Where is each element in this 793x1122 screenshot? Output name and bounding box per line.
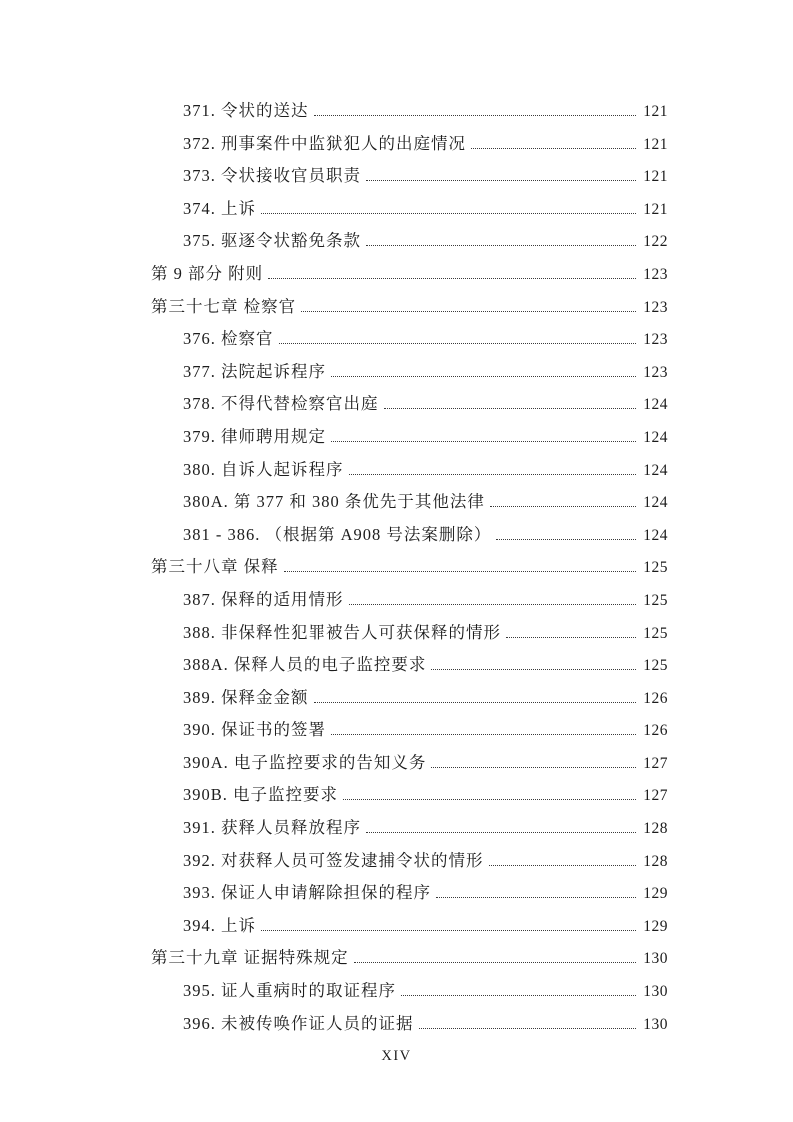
toc-entry-page: 127 — [643, 787, 668, 805]
dot-leader — [431, 767, 636, 768]
toc-entry-page: 128 — [643, 852, 668, 870]
toc-entry-page: 121 — [643, 200, 668, 218]
dot-leader — [489, 865, 637, 866]
toc-entry — [151, 877, 668, 910]
toc-entry-page: 123 — [643, 363, 668, 381]
dot-leader — [314, 115, 637, 116]
dot-leader — [354, 962, 637, 963]
toc-entry-label: 372. 刑事案件中监狱犯人的出庭情况 — [183, 133, 466, 153]
toc-entry-label: 373. 令状接收官员职责 — [183, 166, 361, 186]
toc-entry-page: 124 — [643, 461, 668, 479]
toc-entry — [151, 1008, 668, 1041]
toc-entry-page: 126 — [643, 722, 668, 740]
toc-entry-page: 122 — [643, 233, 668, 251]
dot-leader — [506, 637, 636, 638]
toc-entry-label: 389. 保释金金额 — [183, 687, 309, 707]
toc-entry-label: 390A. 电子监控要求的告知义务 — [183, 752, 427, 772]
toc-entry — [151, 323, 668, 356]
toc-entry-page: 130 — [643, 983, 668, 1001]
toc-section-header — [151, 551, 668, 584]
toc-entry-page: 125 — [643, 591, 668, 609]
toc-entry — [151, 95, 668, 128]
toc-entry-page: 124 — [643, 428, 668, 446]
toc-entry-page: 123 — [643, 298, 668, 316]
toc-entry-label: 378. 不得代替检察官出庭 — [183, 394, 379, 414]
dot-leader — [366, 180, 636, 181]
toc-entry-page: 121 — [643, 103, 668, 120]
toc-entry — [151, 617, 668, 650]
toc-entry-page: 121 — [643, 168, 668, 186]
dot-leader — [331, 376, 636, 377]
dot-leader — [384, 408, 637, 409]
toc-entry-label: 380. 自诉人起诉程序 — [183, 459, 344, 479]
dot-leader — [331, 441, 636, 442]
toc-list — [151, 95, 668, 1040]
toc-entry-page: 121 — [643, 135, 668, 153]
toc-entry-page: 126 — [643, 689, 668, 707]
dot-leader — [490, 506, 636, 507]
toc-entry-label: 394. 上诉 — [183, 915, 256, 935]
toc-entry-label: 393. 保证人申请解除担保的程序 — [183, 883, 431, 903]
toc-entry — [151, 812, 668, 845]
toc-entry-page: 123 — [643, 265, 668, 283]
toc-entry-label: 388A. 保释人员的电子监控要求 — [183, 655, 427, 675]
toc-entry — [151, 584, 668, 617]
toc-entry-label: 377. 法院起诉程序 — [183, 361, 326, 381]
toc-entry — [151, 160, 668, 193]
toc-entry — [151, 747, 668, 780]
toc-entry-label: 379. 律师聘用规定 — [183, 426, 326, 446]
toc-entry — [151, 193, 668, 226]
toc-entry-page: 128 — [643, 820, 668, 838]
dot-leader — [471, 148, 636, 149]
toc-entry — [151, 225, 668, 258]
toc-entry-label: 395. 证人重病时的取证程序 — [183, 981, 396, 1001]
dot-leader — [401, 995, 636, 996]
dot-leader — [436, 897, 636, 898]
toc-entry-page: 125 — [643, 657, 668, 675]
toc-entry-page: 130 — [643, 1015, 668, 1033]
dot-leader — [301, 311, 636, 312]
toc-section-header — [151, 258, 668, 291]
dot-leader — [268, 278, 636, 279]
toc-entry — [151, 388, 668, 421]
toc-entry-page: 124 — [643, 494, 668, 512]
toc-section-header — [151, 291, 668, 324]
dot-leader — [366, 245, 636, 246]
toc-entry — [151, 486, 668, 519]
toc-entry — [151, 910, 668, 943]
toc-entry-page: 123 — [643, 331, 668, 349]
toc-entry — [151, 714, 668, 747]
dot-leader — [331, 734, 636, 735]
toc-entry-label: 376. 检察官 — [183, 329, 274, 349]
toc-entry-label: 392. 对获释人员可签发逮捕令状的情形 — [183, 850, 484, 870]
toc-entry — [151, 779, 668, 812]
toc-entry-label: 371. 令状的送达 — [183, 101, 309, 120]
toc-entry-label: 390. 保证书的签署 — [183, 720, 326, 740]
toc-entry-label: 第三十七章 检察官 — [151, 296, 297, 316]
dot-leader — [314, 702, 637, 703]
toc-entry-label: 396. 未被传唤作证人员的证据 — [183, 1013, 414, 1033]
dot-leader — [279, 343, 637, 344]
dot-leader — [261, 930, 636, 931]
toc-entry — [151, 975, 668, 1008]
dot-leader — [431, 669, 636, 670]
dot-leader — [496, 539, 636, 540]
toc-entry-label: 391. 获释人员释放程序 — [183, 818, 361, 838]
toc-entry-label: 第三十九章 证据特殊规定 — [151, 948, 349, 968]
dot-leader — [284, 571, 637, 572]
toc-entry-label: 第 9 部分 附则 — [151, 263, 264, 283]
toc-entry — [151, 649, 668, 682]
footer-page-number: XIV — [381, 1048, 412, 1064]
toc-entry-page: 124 — [643, 526, 668, 544]
toc-entry-page: 129 — [643, 885, 668, 903]
toc-entry-page: 127 — [643, 754, 668, 772]
toc-entry-label: 374. 上诉 — [183, 198, 256, 218]
toc-entry-page: 130 — [643, 950, 668, 968]
toc-entry — [151, 845, 668, 878]
toc-entry-page: 125 — [643, 624, 668, 642]
toc-entry-label: 380A. 第 377 和 380 条优先于其他法律 — [183, 492, 485, 512]
toc-entry — [151, 421, 668, 454]
toc-entry-page: 129 — [643, 917, 668, 935]
toc-entry-page: 124 — [643, 396, 668, 414]
toc-entry-label: 第三十八章 保释 — [151, 557, 279, 577]
toc-entry-label: 387. 保释的适用情形 — [183, 589, 344, 609]
toc-entry — [151, 356, 668, 389]
toc-entry-label: 375. 驱逐令状豁免条款 — [183, 231, 361, 251]
dot-leader — [261, 213, 636, 214]
dot-leader — [349, 474, 637, 475]
toc-section-header — [151, 942, 668, 975]
toc-entry-label: 390B. 电子监控要求 — [183, 785, 339, 805]
dot-leader — [349, 604, 637, 605]
toc-entry — [151, 519, 668, 552]
toc-entry-label: 388. 非保释性犯罪被告人可获保释的情形 — [183, 622, 501, 642]
toc-entry-page: 125 — [643, 559, 668, 577]
dot-leader — [366, 832, 636, 833]
toc-entry — [151, 682, 668, 715]
toc-entry — [151, 128, 668, 161]
toc-entry — [151, 454, 668, 487]
dot-leader — [419, 1028, 637, 1029]
toc-entry-label: 381 - 386. （根据第 A908 号法案删除） — [183, 524, 492, 544]
dot-leader — [343, 799, 636, 800]
